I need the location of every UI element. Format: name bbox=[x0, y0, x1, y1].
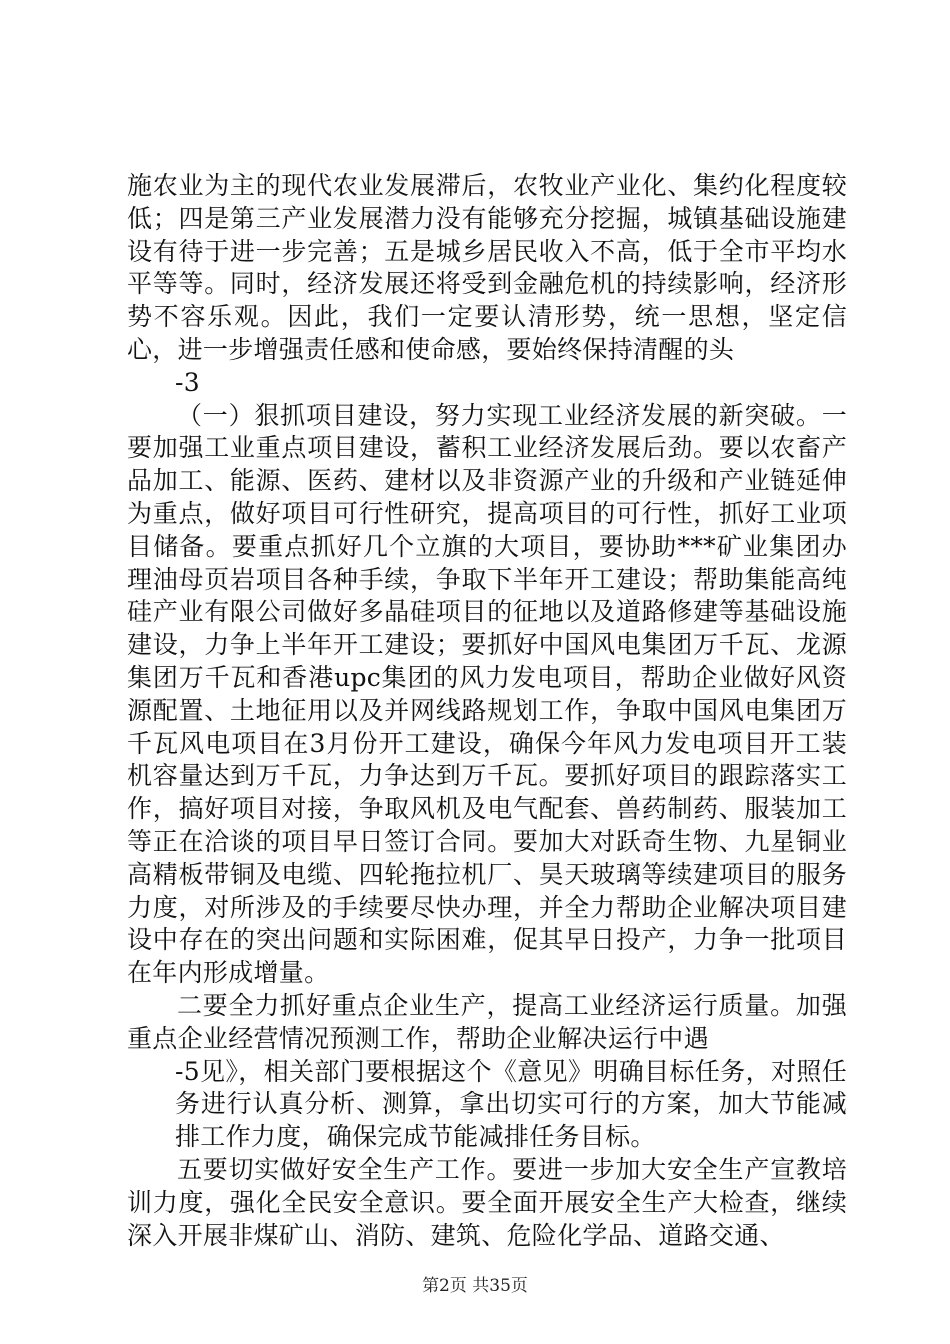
paragraph-project-construction: （一）狠抓项目建设，努力实现工业经济发展的新突破。一要加强工业重点项目建设，蓄积工业经济发展后劲。要以农畜产品加工、能源、医药、建材以及非资源产业的升级和产业链延伸为重点，做好项目可行性研究，提高项目的可行性，抓好工业项目储备。要重点抓好几个立旗的大项目，要协助***矿业集团办理油母页岩项目各种手续，争取下半年开工建设；帮助集能高纯硅产业有限公司做好多晶硅项目的征地以及道路修建等基础设施建设，力争上半年开工建设；要抓好中国风电集团万千瓦、龙源集团万千瓦和香港upc集团的风力发电项目，帮助企业做好风资源配置、土地征用以及并网线路规划工作，争取中国风电集团万千瓦风电项目在3月份开工建设，确保今年风力发电项目开工装机容量达到万千瓦，力争达到万千瓦。要抓好项目的跟踪落实工作，搞好项目对接，争取风机及电气配套、兽药制药、服装加工等正在洽谈的项目早日签订合同。要加大对跃奇生物、九星铜业高精板带铜及电缆、四轮拖拉机厂、昊天玻璃等续建项目的服务力度，对所涉及的手续要尽快办理，并全力帮助企业解决项目建设中存在的突出问题和实际困难，促其早日投产，力争一批项目在年内形成增量。 bbox=[127, 400, 847, 988]
page-marker: -3 bbox=[175, 367, 200, 397]
paragraph-energy-saving: -5见》，相关部门要根据这个《意见》明确目标任务，对照任务进行认真分析、测算，拿出切实可行的方案，加大节能减排工作力度，确保完成节能减排任务目标。 bbox=[175, 1056, 847, 1152]
page-footer: 第2页 共35页 bbox=[422, 1276, 528, 1296]
paragraph-key-enterprises: 二要全力抓好重点企业生产，提高工业经济运行质量。加强重点企业经营情况预测工作，帮助企业解决运行中遇 bbox=[127, 990, 847, 1053]
paragraph-safety-production: 五要切实做好安全生产工作。要进一步加大安全生产宣教培训力度，强化全民安全意识。要全面开展安全生产大检查，继续深入开展非煤矿山、消防、建筑、危险化学品、道路交通、 bbox=[127, 1154, 847, 1250]
document-body bbox=[127, 170, 847, 1252]
paragraph-intro: 施农业为主的现代农业发展滞后，农牧业产业化、集约化程度较低；四是第三产业发展潜力没有能够充分挖掘，城镇基础设施建设有待于进一步完善；五是城乡居民收入不高，低于全市平均水平等等。同时，经济发展还将受到金融危机的持续影响，经济形势不容乐观。因此，我们一定要认清形势，统一思想，坚定信心，进一步增强责任感和使命感，要始终保持清醒的头 bbox=[127, 171, 847, 364]
